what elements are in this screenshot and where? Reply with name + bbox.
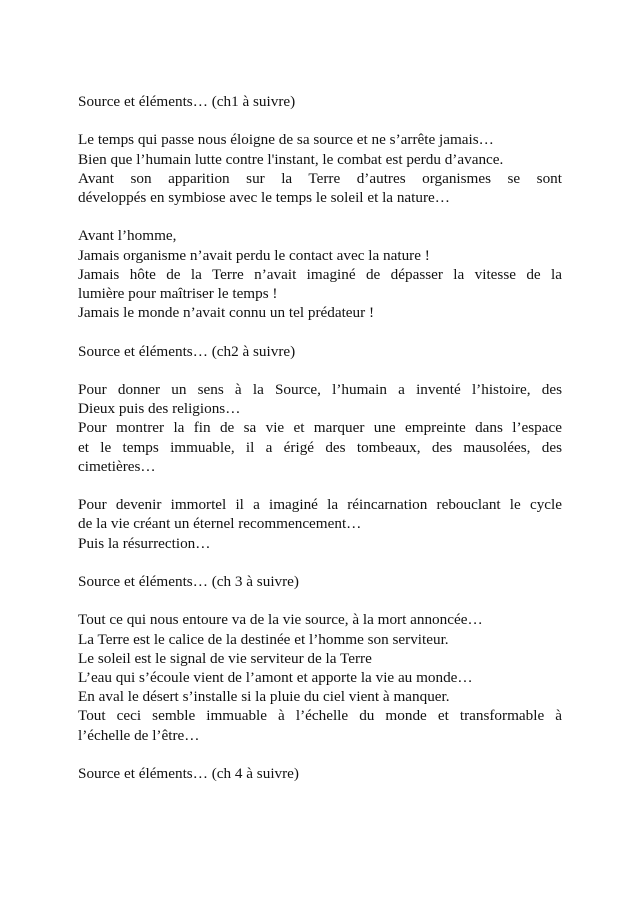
text-line: Source et éléments… (ch 4 à suivre) — [78, 764, 299, 782]
text-line: développés en symbiose avec le temps le soleil et la nature… — [78, 189, 450, 206]
paragraph — [78, 495, 562, 553]
text-line: Jamais organisme n’avait perdu le contact avec la nature ! — [78, 246, 430, 264]
chapter-heading — [78, 572, 562, 591]
text-line: cimetières… — [78, 457, 156, 475]
text-line: et le temps immuable, il a érigé des tombeaux, des mausolées, des — [78, 438, 562, 456]
paragraph — [78, 130, 562, 207]
paragraph — [78, 226, 562, 322]
chapter-heading — [78, 764, 562, 783]
text-line: Avant l’homme, — [78, 227, 177, 245]
text-line: Tout ce qui nous entoure va de la vie source, à la mort annoncée… — [78, 611, 483, 629]
text-line: L’eau qui s’écoule vient de l’amont et apporte la vie au monde… — [78, 668, 473, 686]
text-line: Source et éléments… (ch2 à suivre) — [78, 342, 296, 360]
document-page — [78, 92, 562, 802]
text-line: En aval le désert s’installe si la pluie du ciel vient à manquer. — [78, 688, 450, 706]
text-line: Pour devenir immortel il a imaginé la réincarnation rebouclant le cycle — [78, 496, 562, 514]
text-line: Le temps qui passe nous éloigne de sa source et ne s’arrête jamais… — [78, 131, 494, 149]
chapter-heading — [78, 92, 562, 111]
text-line: Source et éléments… (ch1 à suivre) — [78, 93, 296, 110]
text-line: l’échelle de l’être… — [78, 726, 200, 744]
text-line: Jamais le monde n’avait connu un tel prédateur ! — [78, 304, 375, 322]
text-line: Tout ceci semble immuable à l’échelle du monde et transformable à — [78, 707, 562, 725]
text-line: Source et éléments… (ch 3 à suivre) — [78, 572, 299, 590]
text-line: Le soleil est le signal de vie serviteur de la Terre — [78, 649, 372, 667]
text-line: Puis la résurrection… — [78, 534, 211, 552]
text-line: Jamais hôte de la Terre n’avait imaginé de dépasser la vitesse de la — [78, 265, 562, 283]
text-line: lumière pour maîtriser le temps ! — [78, 285, 278, 302]
text-line: Pour donner un sens à la Source, l’humain a inventé l’histoire, des — [78, 380, 562, 398]
text-line: Avant son apparition sur la Terre d’autres organismes se sont — [78, 169, 562, 187]
text-line: La Terre est le calice de la destinée et l’homme son serviteur. — [78, 630, 449, 648]
text-line: Dieux puis des religions… — [78, 400, 241, 418]
text-line: Pour montrer la fin de sa vie et marquer une empreinte dans l’espace — [78, 419, 562, 437]
text-line: de la vie créant un éternel recommencement… — [78, 515, 362, 533]
paragraph — [78, 610, 562, 744]
text-line: Bien que l’humain lutte contre l'instant, le combat est perdu d’avance. — [78, 150, 504, 168]
chapter-heading — [78, 342, 562, 361]
paragraph — [78, 380, 562, 476]
